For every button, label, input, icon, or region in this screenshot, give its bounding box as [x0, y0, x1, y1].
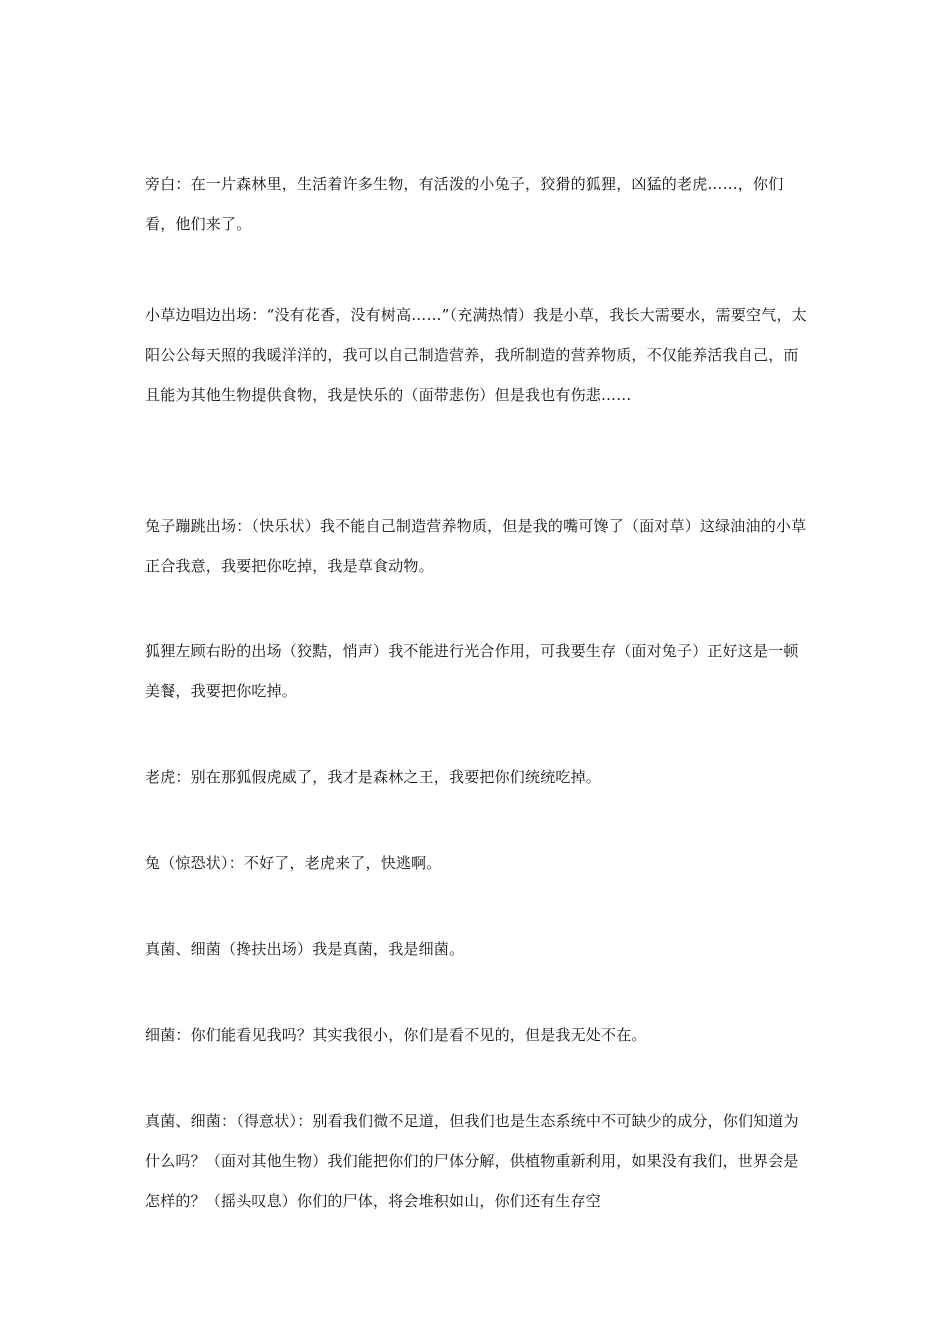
paragraph-bacteria: 细菌：你们能看见我吗？其实我很小，你们是看不见的，但是我无处不在。	[145, 1026, 647, 1044]
paragraph-fungi-bacteria: 真菌、细菌（搀扶出场）我是真菌，我是细菌。	[145, 940, 465, 958]
paragraph-rabbit-fear: 兔（惊恐状）：不好了，老虎来了，快逃啊。	[145, 854, 442, 872]
paragraph-narrator: 旁白：在一片森林里，生活着许多生物，有活泼的小兔子，狡猾的狐狸，凶猛的老虎……，你们看，他们来了。	[145, 175, 784, 233]
paragraph-grass: 小草边唱边出场：“没有花香，没有树高……”（充满热情）我是小草，我长大需要水，需要空气，太阳公公每天照的我暖洋洋的，我可以自己制造营养，我所制造的营养物质，不仅能养活我自己，而且能为其他生物提供食物，我是快乐的（面带悲伤）但是我也有伤悲……	[145, 306, 807, 404]
paragraph-fungi-bacteria-proud: 真菌、细菌：（得意状）：别看我们微不足道，但我们也是生态系统中不可缺少的成分，你们知道为什么吗？（面对其他生物）我们能把你们的尸体分解，供植物重新利用，如果没有我们，世界会是怎样的？（摇头叹息）你们的尸体，将会堆积如山，你们还有生存空	[145, 1112, 799, 1210]
paragraph-tiger: 老虎：别在那狐假虎威了，我才是森林之王，我要把你们统统吃掉。	[145, 768, 602, 786]
paragraph-fox: 狐狸左顾右盼的出场（狡黠，悄声）我不能进行光合作用，可我要生存（面对兔子）正好这是一顿美餐，我要把你吃掉。	[145, 642, 799, 700]
paragraph-rabbit: 兔子蹦跳出场：（快乐状）我不能自己制造营养物质，但是我的嘴可馋了（面对草）这绿油油的小草正合我意，我要把你吃掉，我是草食动物。	[145, 517, 807, 575]
